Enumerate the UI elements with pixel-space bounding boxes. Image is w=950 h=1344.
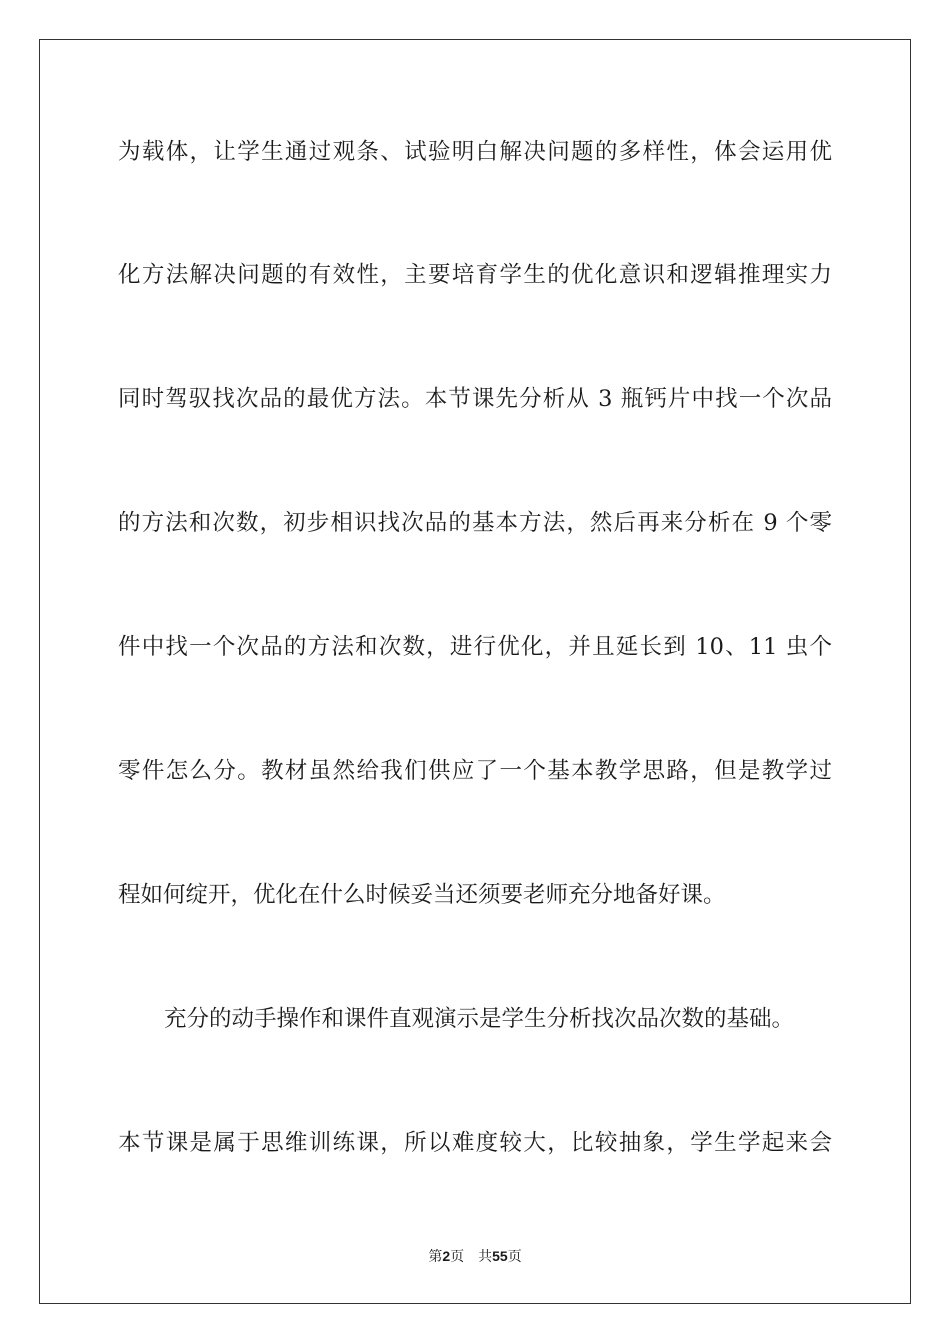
text-line-8: 充分的动手操作和课件直观演示是学生分析找次品次数的基础。	[164, 1006, 795, 1032]
footer-page-current: 2	[442, 1248, 451, 1264]
text-line-6: 零件怎么分。教材虽然给我们供应了一个基本教学思路，但是教学过	[118, 758, 832, 784]
text-line-5: 件中找一个次品的方法和次数，进行优化，并且延长到 10、11 虫个	[118, 634, 832, 660]
text-line-9: 本节课是属于思维训练课，所以难度较大，比较抽象，学生学起来会	[118, 1130, 832, 1156]
page-footer	[0, 1246, 950, 1267]
footer-page-prefix: 第	[428, 1249, 443, 1265]
footer-total-suffix: 页	[507, 1249, 522, 1265]
text-line-3: 同时驾驭找次品的最优方法。本节课先分析从 3 瓶钙片中找一个次品	[118, 386, 832, 412]
text-line-2: 化方法解决问题的有效性，主要培育学生的优化意识和逻辑推理实力	[118, 262, 832, 288]
footer-total-prefix: 共	[478, 1249, 493, 1265]
text-line-1: 为载体，让学生通过观条、试验明白解决问题的多样性，体会运用优	[118, 139, 832, 165]
footer-page-total: 55	[492, 1248, 508, 1264]
footer-page-suffix: 页	[450, 1249, 465, 1265]
text-line-4: 的方法和次数，初步相识找次品的基本方法，然后再来分析在 9 个零	[118, 510, 832, 536]
page-border	[39, 39, 911, 1304]
text-line-7: 程如何绽开，优化在什么时候妥当还须要老师充分地备好课。	[118, 882, 726, 908]
